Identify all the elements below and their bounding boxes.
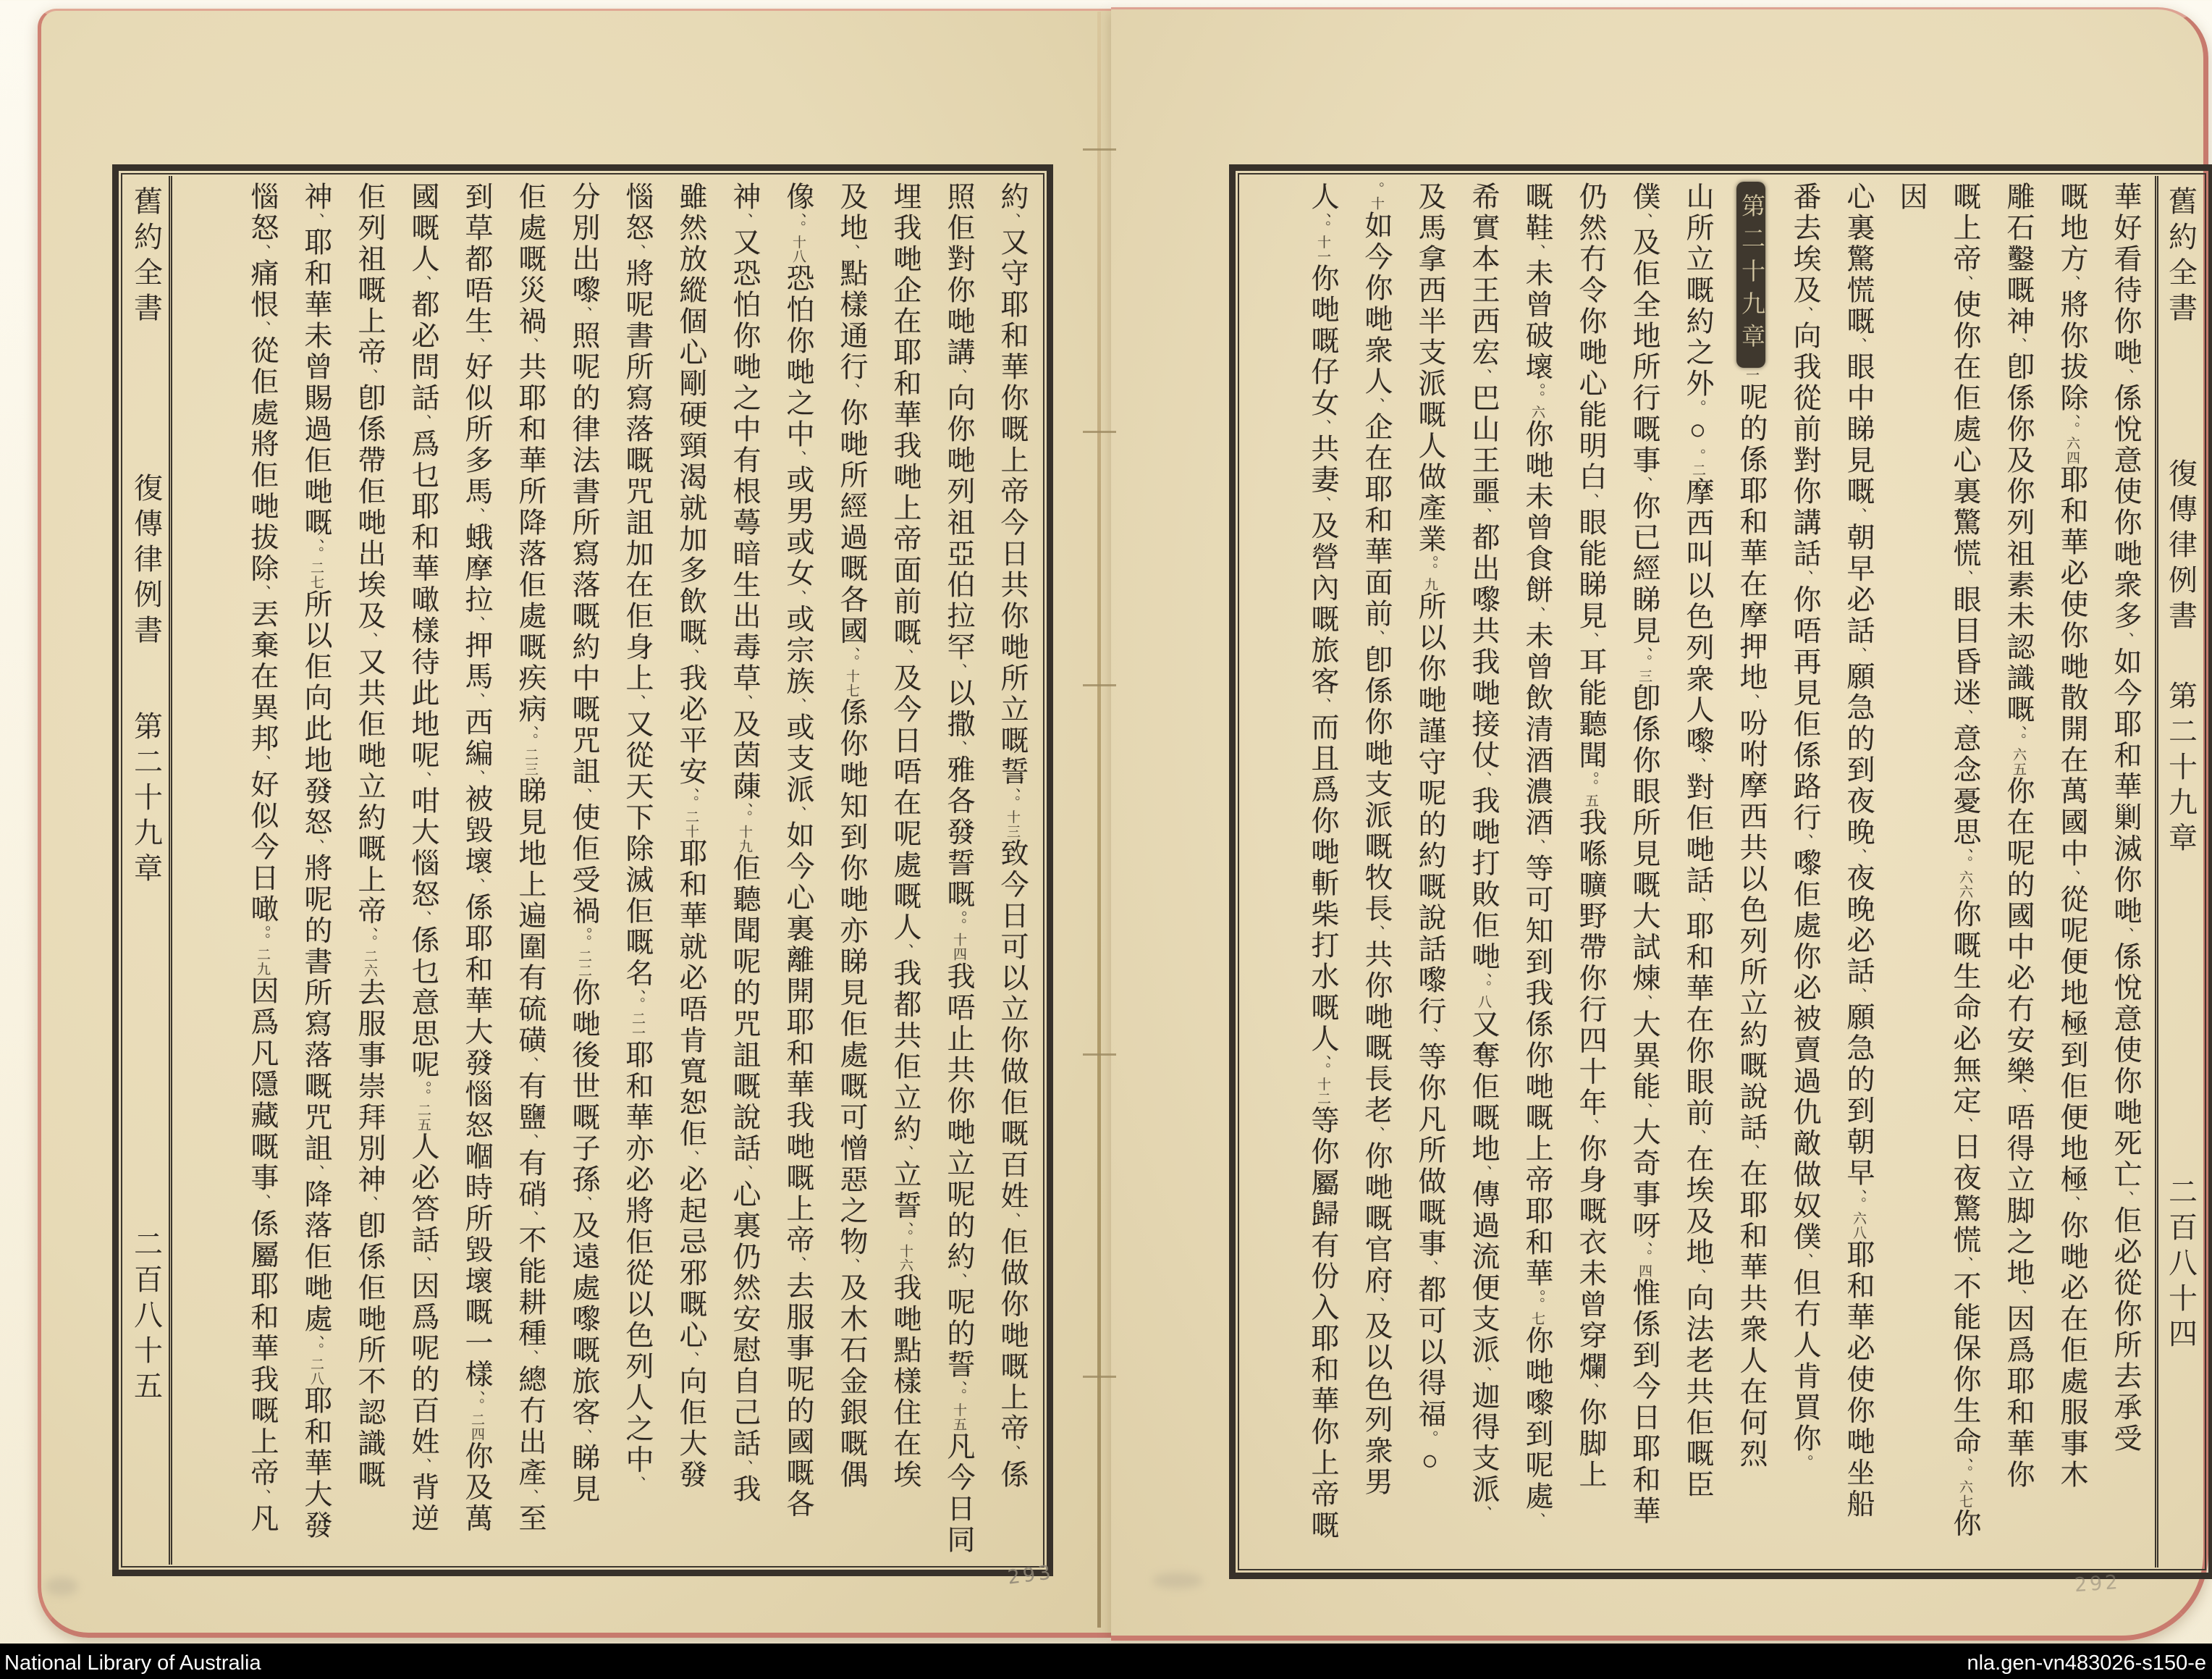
text-column: 心裏驚慌嘅、眼中睇見嘅、朝早必話、願急的到夜晚、夜晚必話、願急的到朝早、。六八耶和華必使你哋坐船 xyxy=(1843,182,1874,1520)
text-column: 嘅鞋、未曾破壞。。六你哋未曾食餅、未曾飲清酒濃酒、等可知到我係你哋嘅上帝耶和華。。七你哋嚟到呢處、 xyxy=(1521,182,1553,1528)
verse-number: 。二七 xyxy=(308,546,324,590)
verse-number: 。二八 xyxy=(308,1342,324,1386)
stitch-mark xyxy=(1083,1376,1116,1378)
verse-number: 。十 xyxy=(1369,182,1384,211)
text-column: 及地、點樣通行、你哋所經過嘅各國、。十七係你哋知到你哋亦睇見佢處嘅可憎惡之物、及木石金銀嘅偶 xyxy=(836,182,867,1491)
text-column: 約、又守耶和華你嘅上帝今日共你哋所立嘅誓、。十三致今日可以立你做佢嘅百姓、佢做你哋嘅上帝、係 xyxy=(997,182,1028,1491)
stitch-mark xyxy=(1083,1053,1116,1056)
verse-number: 。二二 xyxy=(576,934,591,978)
text-column: 嘅地方、將你拔除、。六四耶和華必使你哋散開在萬國中、從呢便地極到佢便地極、你哋必在佢處服事木 xyxy=(2056,182,2088,1491)
verse-number: 一 xyxy=(1744,368,1759,382)
text-column: 國嘅人、都必問話、爲乜耶和華噉樣待此地呢、咁大惱怒、係乜意思呢。。二五人必答話、因爲呢的百姓、背逆 xyxy=(408,182,439,1535)
text-column: 惱怒、將呢書所寫落嘅咒詛加在佢身上、又從天下除滅佢嘅名、。二一耶和華亦必將佢從以色列人之中、 xyxy=(622,182,653,1491)
verse-number: 。五 xyxy=(1583,778,1598,808)
verse-number: 。二六 xyxy=(362,934,377,978)
book-title: 復傳律例書 xyxy=(130,473,163,650)
text-column: 到草都唔生、好似所多馬、蛾摩拉、押馬、西編、被毀壞、係耶和華大發惱怒嗰時所毀壞嘅一樣、。二四你及萬 xyxy=(461,182,492,1535)
text-column: 及馬拿西半支派嘅人做產業。。九所以你哋謹守呢的約嘅說話嚟行、等你凡所做嘅事、都可以得福。○ xyxy=(1414,182,1445,1479)
chapter-label: 第二十九章 xyxy=(2164,681,2198,858)
verse-number: 。七 xyxy=(1529,1297,1545,1326)
page-number-chinese: 二百八十五 xyxy=(130,1229,163,1406)
verse-number: 。十二 xyxy=(1315,1062,1330,1106)
text-column: 番去埃及、向我從前對你講話、你唔再見佢係路行、嚟佢處你必被賣過仇敵做奴僕、但冇人肯買你。 xyxy=(1789,182,1820,1470)
text-column: 僕、及佢全地所行嘅事、你已經睇見、。三卽係你眼所見嘅大試煉、大異能、大奇事呀、。四惟係到今日耶和華 xyxy=(1629,182,1660,1528)
right-text-columns xyxy=(1241,176,2155,1568)
verse-number: 。二十 xyxy=(683,795,698,839)
pencil-smudge xyxy=(45,1577,78,1596)
text-column: 分別出嚟、照呢的律法書所寫落嘅約中嘅咒詛、使佢受禍。。二二你哋後世嘅子孫、及遠處嚟嘅旅客、睇見 xyxy=(568,182,599,1506)
verse-number: 。二四 xyxy=(469,1397,484,1442)
footer-bar xyxy=(0,1644,2212,1679)
text-column: 像、。十八恐怕你哋之中、或男或女、或宗族、或支派、如今心裏離開耶和華我哋嘅上帝、去服事呢的國嘅各 xyxy=(782,182,814,1520)
text-column: 人、。十一你哋嘅仔女、共妻、及營內嘅旅客、而且爲你哋斬柴打水嘅人、。十二等你屬歸有份入耶和華你上帝嘅 xyxy=(1307,182,1338,1542)
left-margin-column xyxy=(124,176,172,1565)
text-column: 神、又恐怕你哋之中有根蕚暗生出毒草、及茵蔯、。十九佢聽聞呢的咒詛嘅說話、心裏仍然安慰自己話、我 xyxy=(729,182,760,1506)
verse-number: 。十一 xyxy=(1315,220,1330,264)
verse-number: 。十五 xyxy=(951,1388,966,1432)
text-column: 佢處嘅災禍、共耶和華所降落佢處嘅疾病、。二三睇見地上遍圍有硫磺、有鹽、有硝、不能耕種、總冇出產、至 xyxy=(515,182,546,1535)
pencil-smudge xyxy=(1152,1573,1203,1588)
verse-number: 。六 xyxy=(1529,390,1545,420)
left-text-columns xyxy=(172,176,1042,1565)
verse-number: 。四 xyxy=(1637,1249,1652,1279)
verse-number: 。六六 xyxy=(1957,855,1972,899)
stitch-mark xyxy=(1083,148,1116,151)
verse-number: 。三 xyxy=(1637,654,1652,683)
stitch-mark xyxy=(1083,431,1116,433)
running-title: 舊約全書 xyxy=(130,186,163,328)
verse-number: 。十三 xyxy=(1005,795,1020,839)
verse-number: 。二九 xyxy=(255,933,270,977)
verse-number: 。六八 xyxy=(1851,1196,1866,1240)
text-column: 希實本王西宏、巴山王噩、都出嚟共我哋接仗、我哋打敗佢哋、。八又奪佢嘅地、傳過流便支派、迦得支派、 xyxy=(1468,182,1499,1520)
right-page xyxy=(1111,7,2208,1641)
verse-number: 。十九 xyxy=(737,809,752,854)
text-column: 華好看待你哋、係悅意使你哋衆多、如今耶和華剿滅你哋、係悅意使你哋死亡、佢必從你所去承受 xyxy=(2110,182,2141,1455)
verse-number: 。十七 xyxy=(844,654,859,698)
right-margin-column xyxy=(2155,176,2203,1568)
text-column: 神、耶和華未曾賜過佢哋嘅、。二七所以佢向此地發怒、將呢的書所寫落嘅咒詛、降落佢哋處、。二八耶和華大發 xyxy=(300,182,332,1542)
text-column: 雕石鑿嘅神、卽係你及你列祖素未認識嘅、。六五你在呢的國中必冇安樂、唔得立脚之地、因爲耶和華你 xyxy=(2003,182,2034,1491)
text-column: 嘅上帝、使你在佢處心裏驚慌、眼目昏迷、意念憂思、。六六你嘅生命必無定、日夜驚慌、不能保你生命、。六七你因 xyxy=(1896,182,1980,1540)
verse-number: 。二五 xyxy=(415,1088,431,1132)
page-number-chinese: 二百八十四 xyxy=(2164,1177,2198,1354)
left-page xyxy=(38,9,1111,1638)
text-column: 雖然放縱個心剛硬頸渴就加多飲嘅、我必平安、。二十耶和華就必唔肯寬恕佢、必起忌邪嘅心、向佢大發 xyxy=(675,182,706,1491)
text-column: 仍然冇令你哋心能明白、眼能睇見、耳能聽聞。。五我喺曠野帶你行四十年、你身嘅衣未曾穿爛、你脚上 xyxy=(1575,182,1606,1491)
text-column: 山所立嘅約之外。○。二摩西叫以色列衆人嚟、對佢哋話、耶和華在你眼前、在埃及地、向法老共佢嘅臣 xyxy=(1682,182,1713,1502)
left-page-frame xyxy=(112,164,1053,1576)
library-name: National Library of Australia xyxy=(4,1651,261,1675)
image-identifier: nla.gen-vn483026-s150-e xyxy=(1967,1651,2206,1675)
verse-number: 。十八 xyxy=(790,220,806,264)
running-title: 舊約全書 xyxy=(2164,186,2198,328)
verse-number: 。六四 xyxy=(2064,421,2080,466)
verse-number: 。六五 xyxy=(2011,733,2026,777)
verse-number: 。二 xyxy=(1690,448,1705,478)
verse-number: 。九 xyxy=(1422,563,1438,592)
text-column: 惱怒、痛恨、從佢處將佢哋拔除、丟棄在異邦、好似今日噉。。二九因爲凡隱藏嘅事、係屬耶和華我嘅上帝、凡 xyxy=(247,182,278,1535)
book-gutter xyxy=(1097,12,1101,1628)
text-column: 照佢對你哋講、向你哋列祖亞伯拉罕、以撒、雅各發誓嘅。。十四我唔止共你哋立呢的約、呢的誓、。十五凡今日同 xyxy=(943,182,974,1557)
text-column: 。十如今你哋衆人、企在耶和華面前、卽係你哋支派嘅牧長、共你哋嘅長老、你哋嘅官府、及以色列衆男 xyxy=(1361,182,1392,1499)
verse-number: 。二三 xyxy=(523,733,538,777)
verse-number: 。六七 xyxy=(1957,1465,1972,1509)
stitch-mark xyxy=(1083,684,1116,686)
right-page-frame xyxy=(1229,164,2212,1579)
chapter-heading-box: 第二十九章 xyxy=(1736,182,1765,368)
book-title: 復傳律例書 xyxy=(2164,458,2198,636)
chapter-label: 第二十九章 xyxy=(130,711,163,888)
pencil-page-number-right: 292 xyxy=(2073,1570,2122,1597)
text-column: 埋我哋企在耶和華我哋上帝面前嘅、及今日唔在呢處嘅人、我都共佢立約、立誓、。十六我哋點樣住在埃 xyxy=(890,182,921,1491)
verse-number: 。十四 xyxy=(951,917,966,961)
verse-number: 。八 xyxy=(1476,980,1491,1009)
pencil-page-number-left: 293 xyxy=(1006,1561,1055,1589)
verse-number: 。二一 xyxy=(630,996,645,1040)
verse-number: 。十六 xyxy=(898,1229,913,1273)
text-column: 佢列祖嘅上帝、卽係帶佢哋出埃及、又共佢哋立約嘅上帝、。二六去服事崇拜別神、卽係佢哋所不認識嘅 xyxy=(354,182,385,1491)
text-column: 第二十九章一呢的係耶和華在摩押地、吩咐摩西共以色列所立約嘅說話、在耶和華共衆人在何烈 xyxy=(1724,182,1778,1562)
